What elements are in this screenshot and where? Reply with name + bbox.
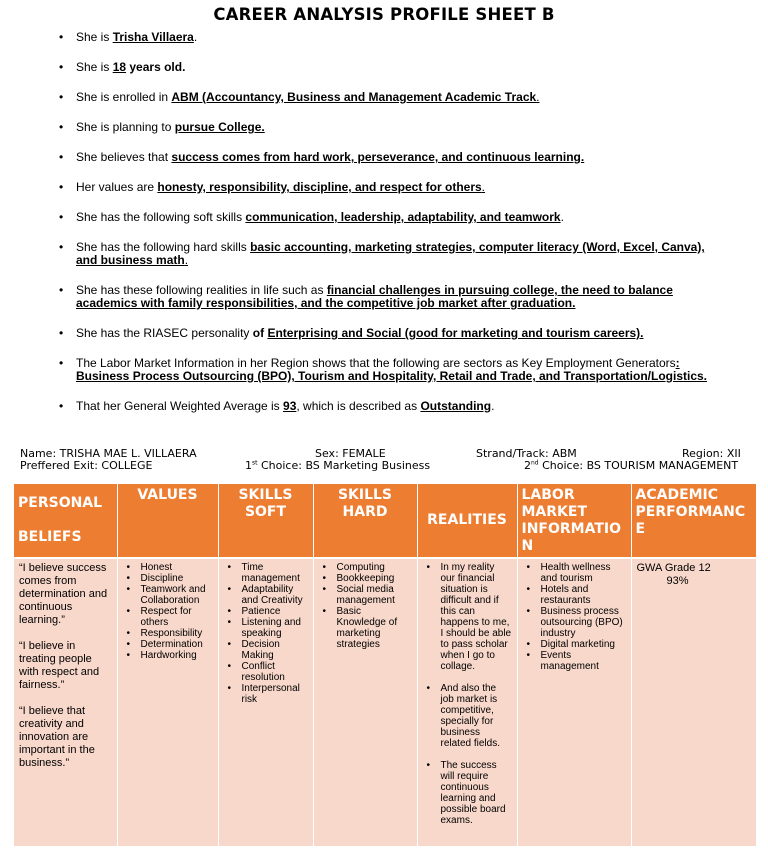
student-sex: Sex: FEMALE	[315, 447, 386, 460]
bullet-strand: • She is enrolled in ABM (Accountancy, Business and Management Academic Track.	[54, 91, 714, 104]
student-name: Name: TRISHA MAE L. VILLAERA	[20, 447, 197, 460]
bullet-values: • Her values are honesty, responsibility, discipline, and respect for others.	[54, 181, 714, 194]
list-item: • Listening and speaking	[224, 617, 308, 639]
list-item: • Hotels and restaurants	[523, 584, 626, 606]
bullet-riasec: • She has the RIASEC personality of Enterprising and Social (good for marketing and tourism careers).	[54, 327, 714, 340]
list-item: • Honest	[123, 562, 213, 573]
list-item: • Events management	[523, 650, 626, 672]
page-title: CAREER ANALYSIS PROFILE SHEET B	[213, 5, 555, 24]
list-item: • The success will require continuous learning and possible board exams.	[423, 760, 512, 826]
header-skills-soft: SKILLS SOFT	[218, 484, 313, 558]
cell-academic: GWA Grade 12 93%	[631, 558, 756, 846]
list-item: • And also the job market is competitive, specially for business related fields.	[423, 683, 512, 749]
list-item: • Social media management	[319, 584, 412, 606]
bullet-belief: • She believes that success comes from hard work, perseverance, and continuous learning.	[54, 151, 714, 164]
bullet-name: • She is Trisha Villaera.	[54, 31, 714, 44]
list-item: • Interpersonal risk	[224, 683, 308, 705]
first-choice: 1st Choice: BS Marketing Business	[245, 459, 431, 472]
preferred-exit: Preffered Exit: COLLEGE	[20, 459, 153, 472]
list-item: • Determination	[123, 639, 213, 650]
bullet-soft-skills: • She has the following soft skills communication, leadership, adaptability, and teamwork.	[54, 211, 714, 224]
list-item: • Conflict resolution	[224, 661, 308, 683]
header-values: VALUES	[117, 484, 218, 558]
student-strand: Strand/Track: ABM	[476, 447, 577, 460]
second-choice: 2nd Choice: BS TOURISM MANAGEMENT	[524, 459, 739, 472]
bullet-age: • She is 18 years old.	[54, 61, 714, 74]
student-region: Region: XII	[682, 447, 741, 460]
list-item: • Decision Making	[224, 639, 308, 661]
list-item: • Basic Knowledge of marketing strategies	[319, 606, 412, 650]
bullet-hard-skills: • She has the following hard skills basic accounting, marketing strategies, computer literacy (Word, Excel, Canva), and business math.	[54, 241, 714, 267]
profile-bullet-list	[54, 31, 714, 430]
list-item: • Computing	[319, 562, 412, 573]
bullet-plan: • She is planning to pursue College.	[54, 121, 714, 134]
list-item: • Hardworking	[123, 650, 213, 661]
list-item: • Time management	[224, 562, 308, 584]
bullet-realities: • She has these following realities in life such as financial challenges in pursuing college, the need to balance academics with family responsibilities, and the competitive job market after graduation.	[54, 284, 714, 310]
list-item: • Bookkeeping	[319, 573, 412, 584]
table-header-row	[14, 484, 756, 558]
list-item: • Respect for others	[123, 606, 213, 628]
header-realities: REALITIES	[417, 484, 517, 558]
list-item: • Health wellness and tourism	[523, 562, 626, 584]
bullet-labor-market: • The Labor Market Information in her Region shows that the following are sectors as Key Employment Generators: Business Process Outsourcing (BPO), Tourism and Hospitality, Retail and Trade, and Transportation/Logistics.	[54, 357, 714, 383]
cell-skills-soft	[218, 558, 313, 846]
cell-values	[117, 558, 218, 846]
list-item: • Digital marketing	[523, 639, 626, 650]
list-item: • Discipline	[123, 573, 213, 584]
list-item: • Teamwork and Collaboration	[123, 584, 213, 606]
header-labor-market: LABOR MARKET INFORMATIO N	[517, 484, 631, 558]
table-body-row	[14, 558, 756, 846]
bullet-gwa: • That her General Weighted Average is 93, which is described as Outstanding.	[54, 400, 714, 413]
cell-skills-hard	[313, 558, 417, 846]
header-skills-hard: SKILLS HARD	[313, 484, 417, 558]
list-item: • Business process outsourcing (BPO) industry	[523, 606, 626, 639]
header-personal-beliefs: PERSONAL BELIEFS	[14, 484, 117, 558]
header-academic: ACADEMIC PERFORMANC E	[631, 484, 756, 558]
cell-personal-beliefs: “I believe success comes from determination and continuous learning.” “I believe in treating people with respect and fairness.” “I believe that creativity and innovation are important in the business.”	[14, 558, 117, 846]
list-item: • In my reality our financial situation is difficult and if this can happens to me, I should be able to pass scholar when I go to collage.	[423, 562, 512, 672]
cell-realities	[417, 558, 517, 846]
list-item: • Adaptability and Creativity	[224, 584, 308, 606]
list-item: • Responsibility	[123, 628, 213, 639]
list-item: • Patience	[224, 606, 308, 617]
cell-labor-market	[517, 558, 631, 846]
profile-table	[14, 484, 757, 846]
